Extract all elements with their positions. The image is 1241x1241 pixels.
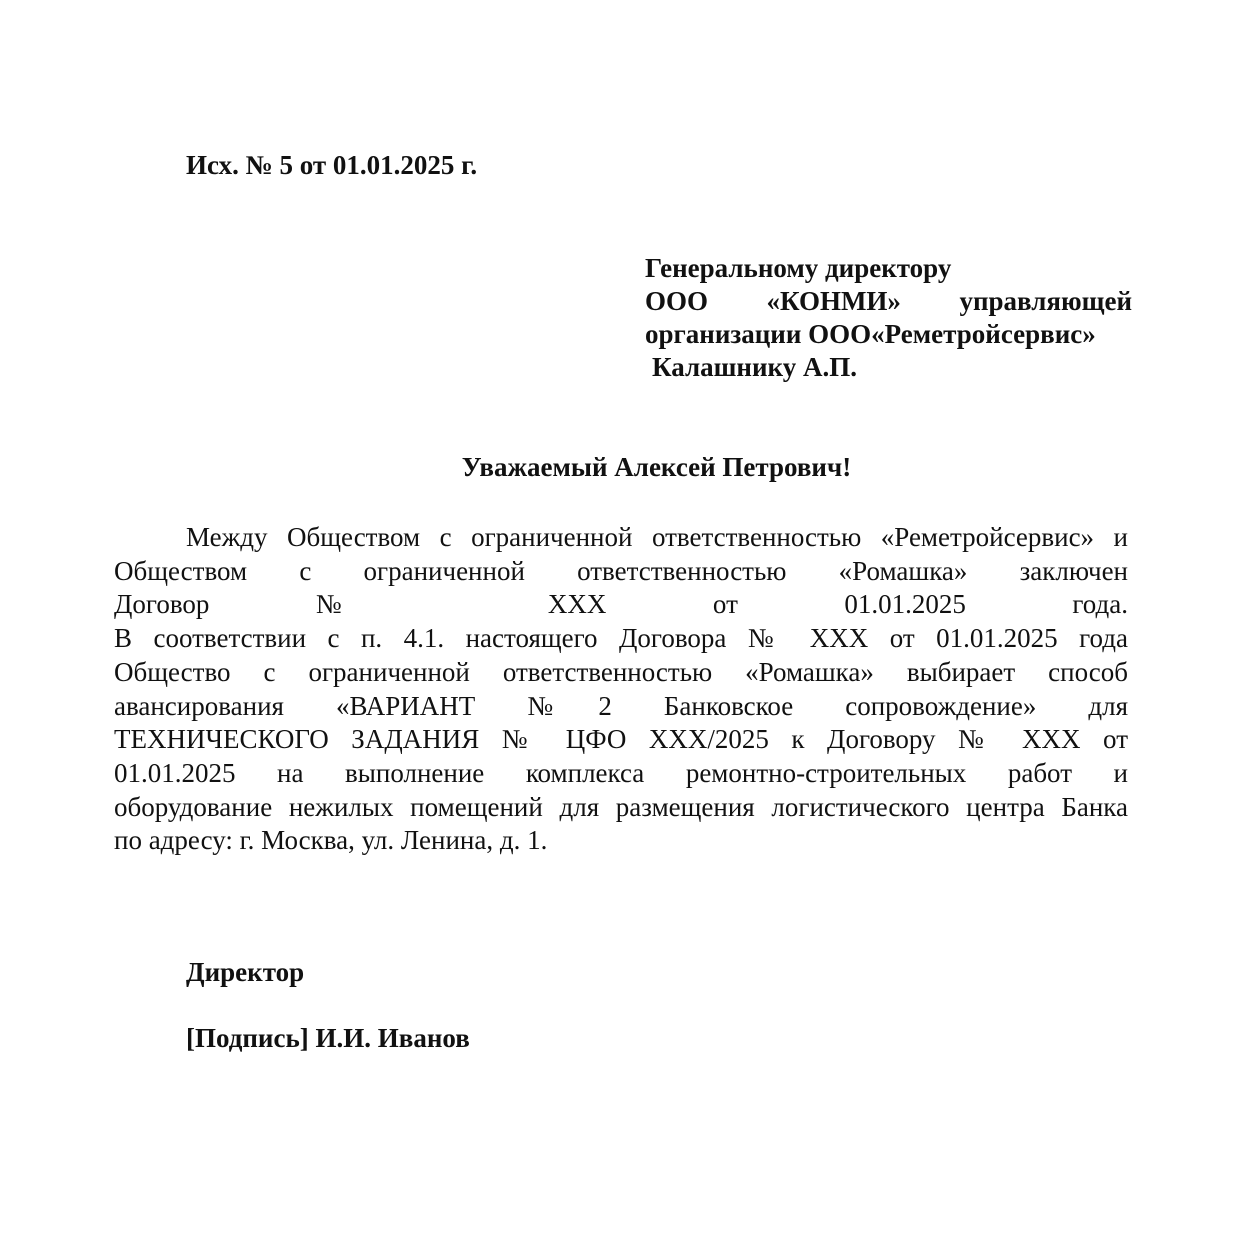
body-line: авансирования «ВАРИАНТ №2 Банковское сопровождение» для xyxy=(114,690,1128,721)
body-line: по адресу: г. Москва, ул. Ленина, д. 1. xyxy=(114,825,548,856)
addressee-line: Генеральному директору xyxy=(645,253,952,283)
body-line: Договор № ХХХ от 01.01.2025 года. xyxy=(114,589,1128,620)
addressee-name: Калашнику А.П. xyxy=(652,352,857,382)
body-line: ТЕХНИЧЕСКОГО ЗАДАНИЯ № ЦФО ХХХ/2025 к Договору № ХХХ от xyxy=(114,724,1128,755)
body-line: Между Обществом с ограниченной ответственностью «Реметройсервис» и xyxy=(186,522,1128,552)
body-line: Общество с ограниченной ответственностью «Ромашка» выбирает способ xyxy=(114,656,1128,687)
addressee-block xyxy=(645,252,1132,384)
salutation: Уважаемый Алексей Петрович! xyxy=(461,452,852,482)
signer-title: Директор xyxy=(186,957,305,987)
addressee-line: организации ООО«Реметройсервис» xyxy=(645,319,1096,349)
signature-line: [Подпись] И.И. Иванов xyxy=(186,1023,470,1053)
body-line: В соответствии с п. 4.1. настоящего Договора № ХХХ от 01.01.2025 года xyxy=(114,623,1128,654)
body-line: Обществом с ограниченной ответственностью «Ромашка» заключен xyxy=(114,555,1128,586)
body-line: 01.01.2025 на выполнение комплекса ремонтно-строительных работ и xyxy=(114,757,1128,788)
letter-body xyxy=(114,521,1128,858)
body-line: оборудование нежилых помещений для размещения логистического центра Банка xyxy=(114,791,1128,822)
addressee-line: ООО «КОНМИ» управляющей xyxy=(645,286,1132,316)
outgoing-reference: Исх. № 5 от 01.01.2025 г. xyxy=(186,150,478,180)
